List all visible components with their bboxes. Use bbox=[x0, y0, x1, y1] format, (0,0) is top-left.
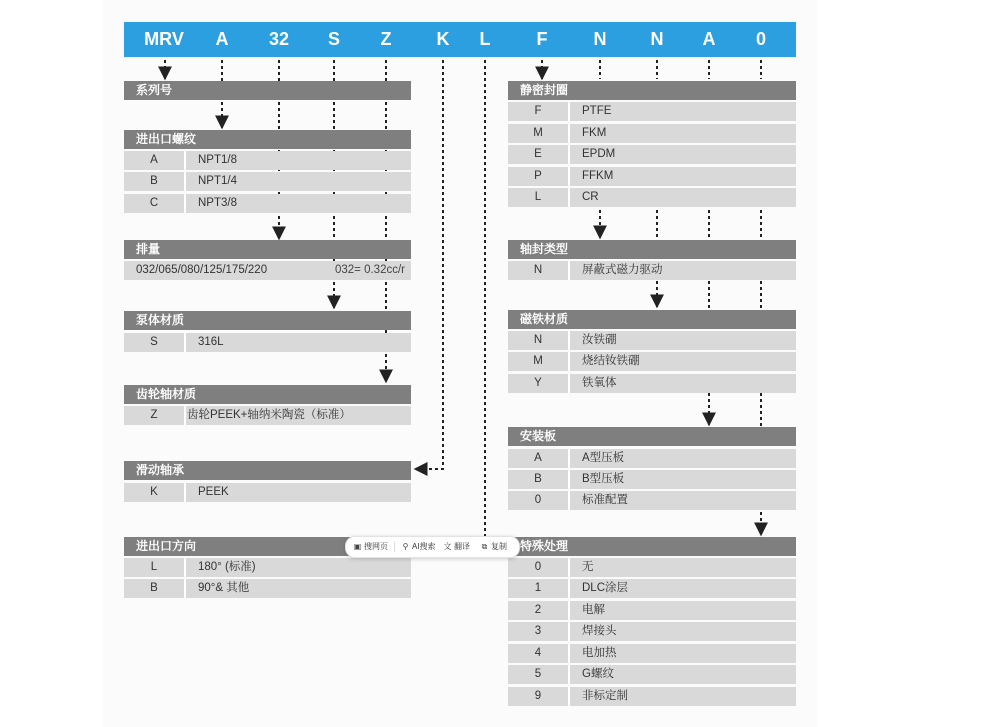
option-desc: 标准配置 bbox=[582, 494, 628, 506]
option-desc: 316L bbox=[198, 336, 224, 348]
option-row bbox=[508, 331, 796, 350]
option-code: C bbox=[149, 197, 159, 209]
option-desc: 齿轮PEEK+轴纳米陶瓷（标准） bbox=[187, 409, 351, 421]
option-row bbox=[508, 145, 796, 164]
copy-icon: ⧉ bbox=[481, 542, 488, 551]
search-page-button[interactable] bbox=[353, 537, 388, 557]
section-header-special: 特殊处理 bbox=[508, 537, 796, 556]
option-desc: CR bbox=[582, 191, 599, 203]
option-row bbox=[508, 644, 796, 663]
option-row bbox=[508, 601, 796, 620]
option-row bbox=[508, 449, 796, 468]
option-row bbox=[124, 151, 411, 170]
option-row bbox=[508, 188, 796, 207]
option-code: A bbox=[534, 452, 542, 464]
option-row bbox=[508, 352, 796, 371]
code-char-body-material: S bbox=[327, 29, 341, 49]
option-desc: 汝铁硼 bbox=[582, 334, 617, 346]
option-desc: 非标定制 bbox=[582, 690, 628, 702]
displacement-note: 032= 0.32cc/r bbox=[334, 264, 405, 276]
ai-search-button[interactable] bbox=[401, 537, 436, 557]
option-row bbox=[124, 406, 411, 425]
option-row bbox=[508, 687, 796, 706]
option-desc: FKM bbox=[582, 127, 607, 139]
option-row bbox=[508, 102, 796, 121]
option-code: Z bbox=[150, 409, 158, 421]
option-code: 1 bbox=[534, 582, 542, 594]
search-page-icon: ▣ bbox=[353, 542, 362, 551]
section-header-shaft-seal: 轴封类型 bbox=[508, 240, 796, 259]
option-code: F bbox=[534, 105, 542, 117]
ai-search-label: AI搜索 bbox=[412, 542, 436, 551]
option-row bbox=[508, 470, 796, 489]
option-row bbox=[508, 374, 796, 393]
option-desc: 电解 bbox=[582, 604, 605, 616]
code-char-mounting-plate: A bbox=[702, 29, 716, 49]
code-char-port-thread: A bbox=[215, 29, 229, 49]
option-desc: DLC涂层 bbox=[582, 582, 629, 594]
ai-search-icon: ⚲ bbox=[402, 542, 409, 551]
option-code: M bbox=[533, 355, 543, 367]
section-header-bearing: 滑动轴承 bbox=[124, 461, 411, 480]
section-header-static-seal: 静密封圈 bbox=[508, 81, 796, 100]
option-row bbox=[508, 261, 796, 280]
option-desc: 180° (标准) bbox=[198, 561, 256, 573]
section-header-port-direction: 进出口方向 bbox=[124, 537, 411, 556]
option-row bbox=[124, 483, 411, 502]
option-code: 0 bbox=[534, 494, 542, 506]
option-row bbox=[124, 194, 411, 213]
option-desc: 无 bbox=[582, 561, 594, 573]
copy-label: 复制 bbox=[491, 542, 507, 551]
option-code: Y bbox=[534, 377, 542, 389]
option-row bbox=[124, 333, 411, 352]
section-header-displacement: 排量 bbox=[124, 240, 411, 259]
option-desc: PEEK bbox=[198, 486, 229, 498]
option-desc: 屏蔽式磁力驱动 bbox=[582, 264, 663, 276]
code-char-series: MRV bbox=[144, 29, 184, 49]
option-row bbox=[508, 665, 796, 684]
section-header-body-material: 泵体材质 bbox=[124, 311, 411, 330]
code-char-static-seal: F bbox=[536, 29, 548, 49]
displacement-values: 032/065/080/125/175/220 bbox=[136, 264, 268, 276]
option-code: N bbox=[533, 334, 543, 346]
option-row bbox=[124, 579, 411, 598]
selection-toolbar bbox=[345, 536, 520, 558]
option-code: B bbox=[150, 175, 158, 187]
option-desc: 焊接头 bbox=[582, 625, 617, 637]
option-desc: NPT3/8 bbox=[198, 197, 237, 209]
option-code: A bbox=[150, 154, 158, 166]
option-code: 2 bbox=[534, 604, 542, 616]
option-row bbox=[508, 579, 796, 598]
section-header-port-thread: 进出口螺纹 bbox=[124, 130, 411, 149]
code-char-gear-shaft: Z bbox=[380, 29, 392, 49]
option-code: 9 bbox=[534, 690, 542, 702]
translate-button[interactable] bbox=[443, 537, 470, 557]
option-desc: 90°& 其他 bbox=[198, 582, 250, 594]
option-row bbox=[508, 167, 796, 186]
option-code: B bbox=[150, 582, 158, 594]
option-desc: EPDM bbox=[582, 148, 616, 160]
option-code: L bbox=[150, 561, 158, 573]
section-header-magnet: 磁铁材质 bbox=[508, 310, 796, 329]
option-code: 0 bbox=[534, 561, 542, 573]
option-code: 5 bbox=[534, 668, 542, 680]
option-desc: NPT1/8 bbox=[198, 154, 237, 166]
option-row bbox=[508, 124, 796, 143]
option-code: 3 bbox=[534, 625, 542, 637]
option-code: K bbox=[150, 486, 158, 498]
option-desc: FFKM bbox=[582, 170, 614, 182]
code-char-special: 0 bbox=[755, 29, 767, 49]
option-row bbox=[508, 558, 796, 577]
option-code: N bbox=[533, 264, 543, 276]
option-row bbox=[124, 558, 411, 577]
option-desc: 电加热 bbox=[582, 647, 617, 659]
option-row bbox=[124, 261, 411, 280]
option-desc: 铁氧体 bbox=[582, 377, 617, 389]
option-code: 4 bbox=[534, 647, 542, 659]
code-char-bearing: K bbox=[436, 29, 450, 49]
option-code: E bbox=[534, 148, 542, 160]
option-desc: G螺纹 bbox=[582, 668, 614, 680]
translate-icon: 文 bbox=[443, 542, 452, 551]
code-char-magnet: N bbox=[650, 29, 664, 49]
option-desc: A型压板 bbox=[582, 452, 625, 464]
option-code: B bbox=[534, 473, 542, 485]
option-desc: NPT1/4 bbox=[198, 175, 237, 187]
arrow-bearing bbox=[415, 60, 443, 469]
option-row bbox=[124, 172, 411, 191]
search-page-label: 搜网页 bbox=[364, 542, 388, 551]
option-code: L bbox=[534, 191, 542, 203]
translate-label: 翻译 bbox=[454, 542, 470, 551]
code-char-port-direction: L bbox=[479, 29, 491, 49]
option-desc: 烧结钕铁硼 bbox=[582, 355, 640, 367]
option-desc: PTFE bbox=[582, 105, 612, 117]
option-code: S bbox=[150, 336, 158, 348]
option-desc: B型压板 bbox=[582, 473, 625, 485]
option-row bbox=[508, 622, 796, 641]
code-char-shaft-seal: N bbox=[593, 29, 607, 49]
section-header-gear-shaft: 齿轮轴材质 bbox=[124, 385, 411, 404]
section-header-mounting: 安装板 bbox=[508, 427, 796, 446]
section-header-series: 系列号 bbox=[124, 81, 411, 100]
code-char-displacement: 32 bbox=[268, 29, 290, 49]
option-code: P bbox=[534, 170, 542, 182]
option-row bbox=[508, 491, 796, 510]
copy-button[interactable] bbox=[480, 537, 507, 557]
option-code: M bbox=[533, 127, 543, 139]
